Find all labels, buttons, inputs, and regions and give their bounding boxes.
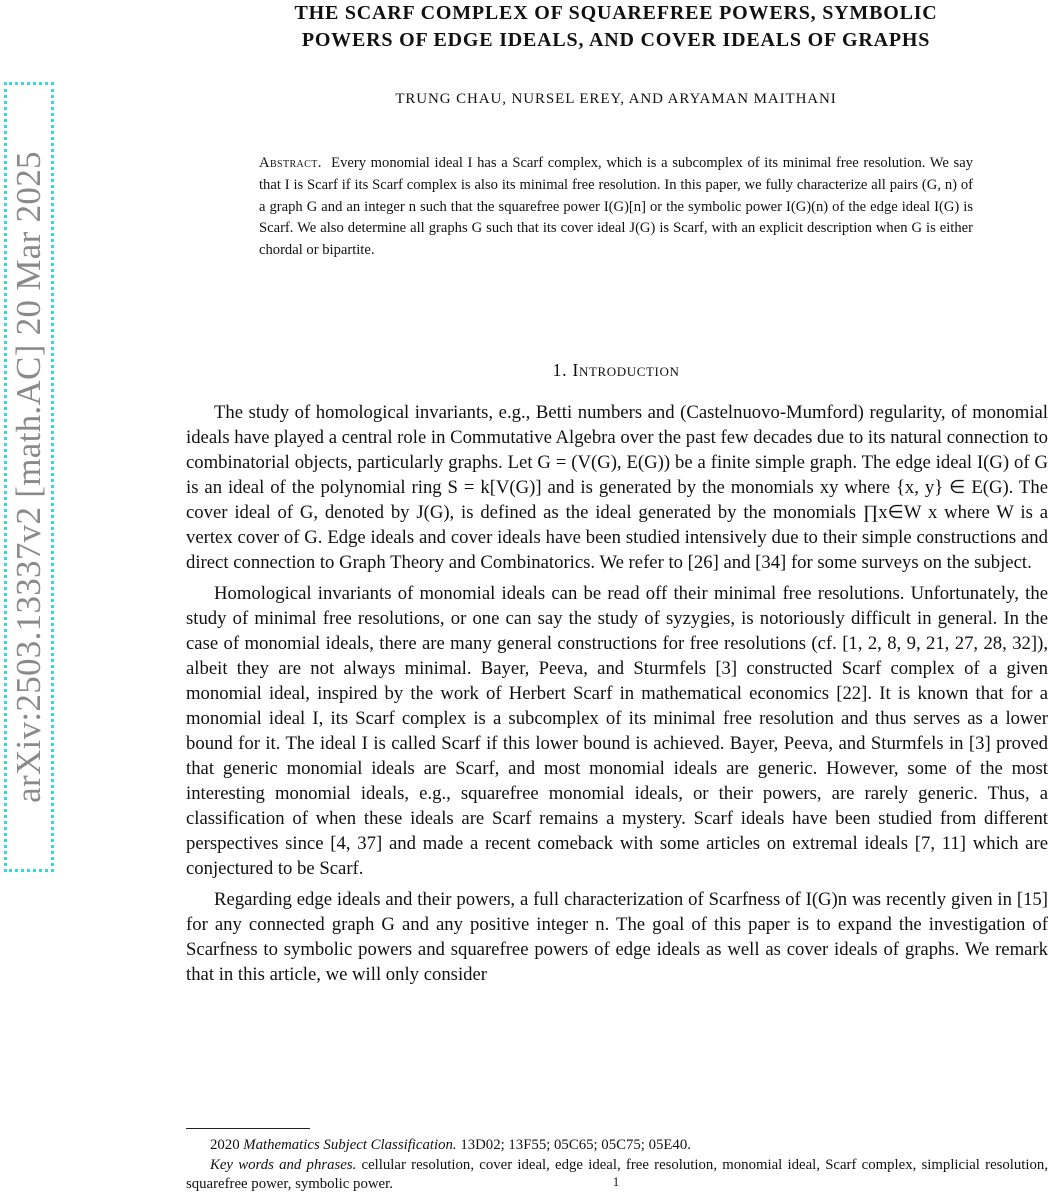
paragraph-2: Homological invariants of monomial ideals can be read off their minimal free resolutions. Unfortunately, the study of minimal free resolutions, or one can say the study of syzygies, is notoriously difficult in general. In the case of monomial ideals, there are many general constructions for free resolutions (cf. [1, 2, 8, 9, 21, 27, 28, 32]), albeit they are not always minimal. Bayer, Peeva, and Sturmfels [3] constructed Scarf complex of a given monomial ideal, inspired by the work of Herbert Scarf in mathematical economics [22]. It is known that for a monomial ideal I, its Scarf complex is a subcomplex of its minimal free resolution and thus serves as a lower bound for it. The ideal I is called Scarf if this lower bound is achieved. Bayer, Peeva, and Sturmfels in [3] proved that generic monomial ideals are Scarf, and most monomial ideals are generic. However, some of the most interesting monomial ideals, e.g., squarefree monomial ideals, or their powers, are rarely generic. Thus, a classification of when these ideals are Scarf remains a mystery. Scarf ideals have been studied from different perspectives since [4, 37] and made a recent comeback with some articles on extremal ideals [7, 11] which are conjectured to be Scarf. xyxy=(186,583,1048,879)
section-heading xyxy=(186,360,1046,381)
paragraph-3: Regarding edge ideals and their powers, a full characterization of Scarfness of I(G)n was recently given in [15] for any connected graph G and any positive integer n. The goal of this paper is to expand the investigation of Scarfness to symbolic powers and squarefree powers of edge ideals as well as cover ideals of graphs. We remark that in this article, we will only consider xyxy=(186,889,1048,985)
arxiv-identifier: arXiv:2503.13337v2 [math.AC] 20 Mar 2025 xyxy=(9,151,48,803)
msc-label: Mathematics Subject Classification. xyxy=(243,1137,457,1153)
keywords-text: cellular resolution, cover ideal, edge ideal, free resolution, monomial ideal, Scarf complex, simplicial resolution, squarefree power, symbolic power. xyxy=(186,1156,1048,1192)
section-title: Introduction xyxy=(572,360,680,380)
paper-title xyxy=(186,0,1046,54)
msc-year: 2020 xyxy=(210,1137,240,1153)
abstract xyxy=(259,153,973,262)
page-number: 1 xyxy=(612,1174,620,1189)
abstract-label: Abstract. xyxy=(259,155,322,171)
footnote-rule xyxy=(186,1128,310,1129)
footnote-msc xyxy=(186,1136,1048,1156)
introduction-body xyxy=(186,400,1048,993)
msc-codes: 13D02; 13F55; 05C65; 05C75; 05E40. xyxy=(460,1137,691,1153)
title-line-2: POWERS OF EDGE IDEALS, AND COVER IDEALS OF GRAPHS xyxy=(301,29,931,51)
paragraph-1: The study of homological invariants, e.g., Betti numbers and (Castelnuovo-Mumford) regularity, of monomial ideals have played a central role in Commutative Algebra over the past few decades due to its natural connection to combinatorial objects, particularly graphs. Let G = (V(G), E(G)) be a finite simple graph. The edge ideal I(G) of G is an ideal of the polynomial ring S = k[V(G)] and is generated by the monomials xy where {x, y} ∈ E(G). The cover ideal of G, denoted by J(G), is defined as the ideal generated by the monomials ∏x∈W x where W is a vertex cover of G. Edge ideals and cover ideals have been studied intensively due to their simple constructions and direct connection to Graph Theory and Combinatorics. We refer to [26] and [34] for some surveys on the subject. xyxy=(186,402,1048,573)
arxiv-stamp xyxy=(4,82,54,872)
section-number: 1. xyxy=(552,360,568,380)
abstract-text: Every monomial ideal I has a Scarf complex, which is a subcomplex of its minimal free resolution. We say that I is Scarf if its Scarf complex is also its minimal free resolution. In this paper, we fully characterize all pairs (G, n) of a graph G and an integer n such that the squarefree power I(G)[n] or the symbolic power I(G)(n) of the edge ideal I(G) is Scarf. We also determine all graphs G such that its cover ideal J(G) is Scarf, with an explicit description when G is either chordal or bipartite. xyxy=(259,155,973,259)
title-line-1: THE SCARF COMPLEX OF SQUAREFREE POWERS, SYMBOLIC xyxy=(294,2,938,24)
keywords-label: Key words and phrases. xyxy=(210,1156,357,1173)
authors: TRUNG CHAU, NURSEL EREY, AND ARYAMAN MAITHANI xyxy=(395,91,837,107)
